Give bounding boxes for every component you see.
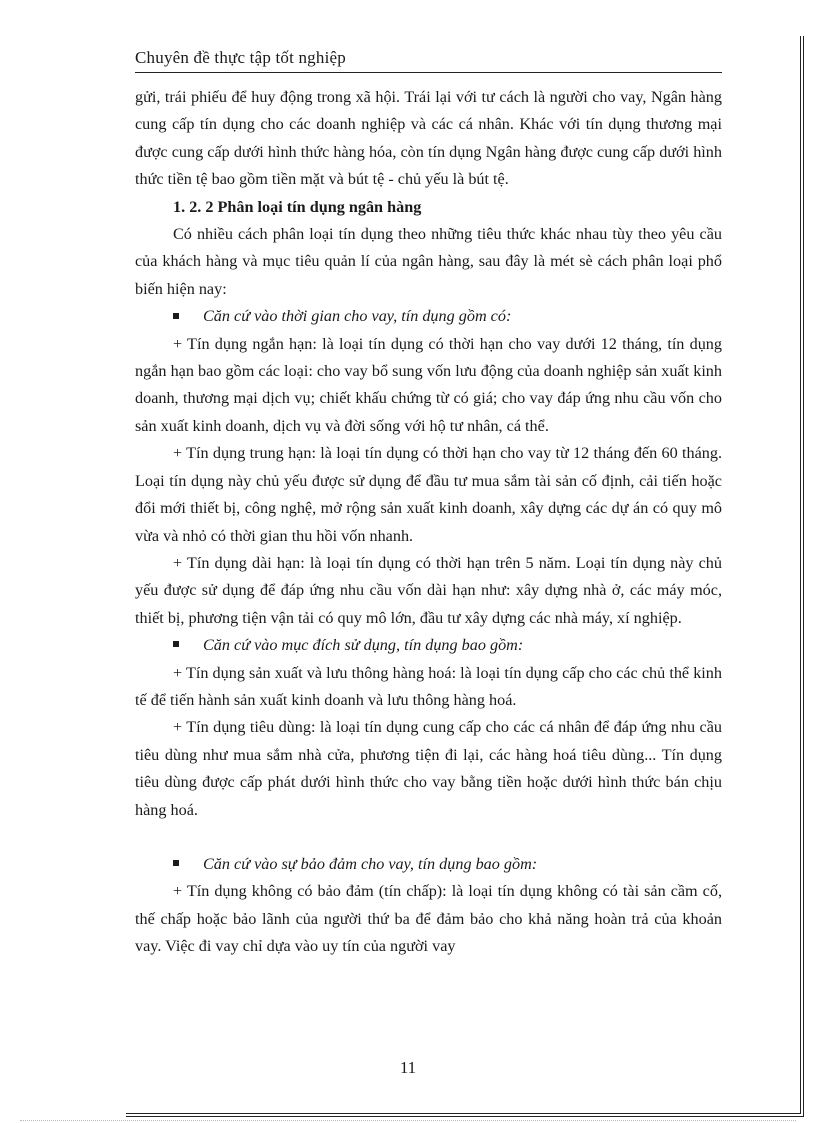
header-title: Chuyên đề thực tập tốt nghiệp [135,48,346,67]
page-number: 11 [399,1058,417,1077]
paragraph: gửi, trái phiếu để huy động trong xã hội. Trái lại với tư cách là người cho vay, Ngân hàng cung cấp tín dụng cho các doanh nghiệp và các cá nhân. Khác với tín dụng thương mại được cung cấp dưới hình thức hàng hóa, còn tín dụng Ngân hàng được cung cấp dưới hình thức tiền tệ bao gồm tiền mặt và bút tệ - chủ yếu là bút tệ. [135,88,722,189]
section-heading: 1. 2. 2 Phân loại tín dụng ngân hàng [173,197,422,216]
paragraph: + Tín dụng trung hạn: là loại tín dụng có thời hạn cho vay từ 12 tháng đến 60 tháng. Loại tín dụng này chủ yếu được sử dụng để đầu tư mua sắm tài sản cố định, cải tiến hoặc đổi mới thiết bị, công nghệ, mở rộng sản xuất kinh doanh, xây dựng các dự án có quy mô vừa và nhỏ có thời gian thu hồi vốn nhanh. [135,444,722,545]
document-body [135,84,722,961]
paragraph: + Tín dụng sản xuất và lưu thông hàng hoá: là loại tín dụng cấp cho các chủ thể kinh tế để tiến hành sản xuất kinh doanh và lưu thông hàng hoá. [135,663,722,709]
paragraph: + Tín dụng dài hạn: là loại tín dụng có thời hạn trên 5 năm. Loại tín dụng này chủ yếu được sử dụng để đáp ứng nhu cầu vốn dài hạn như: xây dựng nhà ở, các máy móc, thiết bị, phương tiện vận tải có quy mô lớn, đầu tư xây dựng các nhà máy, xí nghiệp. [135,553,722,627]
square-bullet-icon [173,313,179,319]
spacer [135,824,722,851]
bullet-item [135,632,722,659]
bullet-item [135,851,722,878]
paragraph: Có nhiều cách phân loại tín dụng theo những tiêu thức khác nhau tùy theo yêu cầu của khách hàng và mục tiêu quản lí của ngân hàng, sau đây là mét sè cách phân loại phổ biến hiện nay: [135,225,722,298]
square-bullet-icon [173,860,179,866]
bullet-text: Căn cứ vào thời gian cho vay, tín dụng gồm có: [203,307,512,326]
paragraph: + Tín dụng không có bảo đảm (tín chấp): là loại tín dụng không có tài sản cầm cố, thế chấp hoặc bảo lãnh của người thứ ba để đảm bảo cho khả năng hoàn trả của khoản vay. Việc đi vay chỉ dựa vào uy tín của người vay [135,882,722,956]
page-break-line [20,1120,796,1121]
paragraph: + Tín dụng ngắn hạn: là loại tín dụng có thời hạn cho vay dưới 12 tháng, tín dụng ngắn hạn bao gồm các loại: cho vay bổ sung vốn lưu động của doanh nghiệp sản xuất kinh doanh, thương mại dịch vụ; chiết khấu chứng từ có giá; cho vay đáp ứng nhu cầu vốn cho sản xuất kinh doanh, dịch vụ và đời sống với hộ tư nhân, cá thể. [135,334,722,435]
bullet-text: Căn cứ vào mục đích sử dụng, tín dụng bao gồm: [203,636,524,655]
bullet-text: Căn cứ vào sự bảo đảm cho vay, tín dụng bao gồm: [203,854,538,873]
paragraph: + Tín dụng tiêu dùng: là loại tín dụng cung cấp cho các cá nhân để đáp ứng nhu cầu tiêu dùng như mua sắm nhà cửa, phương tiện đi lại, các hàng hoá tiêu dùng... Tín dụng tiêu dùng được cấp phát dưới hình thức cho vay bằng tiền hoặc dưới hình thức bán chịu hàng hoá. [135,718,722,819]
bullet-item [135,303,722,330]
square-bullet-icon [173,641,179,647]
page-header [135,48,722,73]
